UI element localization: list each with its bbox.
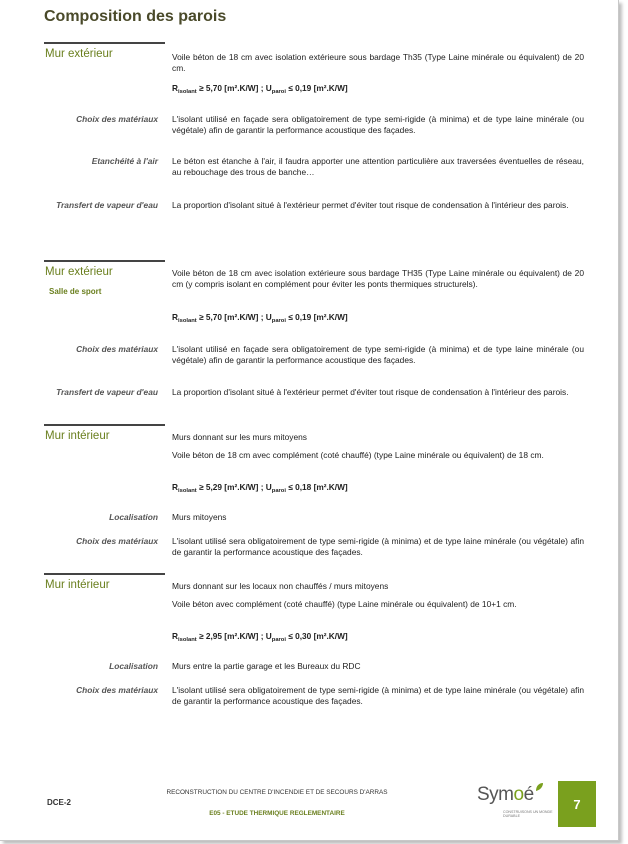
section-description: Voile béton de 18 cm avec isolation extérieure sous bardage Th35 (Type Laine minérale ou équivalent) de 20 cm. [172,52,584,74]
section-divider [44,260,165,262]
logo-tagline: CONSTRUISONS UN MONDE DURABLE [503,810,553,819]
section-title: Mur intérieur [45,430,110,442]
section-title: Mur extérieur [45,266,113,278]
leaf-icon [534,782,544,792]
row-text-choix-materiaux: L'isolant utilisé sera obligatoirement de type semi-rigide (à minima) et de type laine minérale (ou végétale) afin de garantir la performance acoustique des façades. [172,685,584,707]
row-label-choix-materiaux: Choix des matériaux [76,114,158,124]
thermal-resistance-formula: $R_{isolant} \ge 5,29$ [m².K/W] ; $U_{paroi} \le 0,18$ [m².K/W] [172,482,348,494]
section-divider [44,424,165,426]
section-divider [44,42,165,44]
row-label-choix-materiaux: Choix des matériaux [76,344,158,354]
study-name: E05 - ETUDE THERMIQUE REGLEMENTAIRE [209,810,345,817]
row-text-choix-materiaux: L'isolant utilisé sera obligatoirement de type semi-rigide (à minima) et de type laine minérale (ou végétale) afin de garantir la performance acoustique des façades. [172,536,584,558]
row-text-transfert-vapeur: La proportion d'isolant situé à l'extérieur permet d'éviter tout risque de condensation à l'intérieur des parois. [172,200,569,210]
row-label-localisation: Localisation [109,512,158,522]
section-title: Mur extérieur [45,48,113,60]
section-description: Voile béton de 18 cm avec isolation extérieure sous bardage TH35 (Type Laine minérale ou équivalent) de 20 cm (y compris isolant en complément pour éviter les ponts thermiques structurels). [172,268,584,290]
project-name: RECONSTRUCTION DU CENTRE D'INCENDIE ET DE SECOURS D'ARRAS [166,789,388,796]
thermal-resistance-formula: $R_{isolant} \ge 2,95$ [m².K/W] ; $U_{paroi} \le 0,30$ [m².K/W] [172,631,348,643]
section-description: Voile béton avec complément (coté chauffé) (type Laine minérale ou équivalent) de 10+1 cm. [172,599,517,609]
section-title: Mur intérieur [45,579,110,591]
document-code: DCE-2 [47,798,72,807]
row-text-localisation: Murs entre la partie garage et les Bureaux du RDC [172,661,361,671]
section-subtitle: Salle de sport [49,287,102,296]
thermal-resistance-formula: $R_{isolant} \ge 5,70$ [m².K/W] ; $U_{paroi} \le 0,19$ [m².K/W] [172,83,348,95]
row-label-localisation: Localisation [109,661,158,671]
symoe-logo [477,784,557,824]
row-text-choix-materiaux: L'isolant utilisé en façade sera obligatoirement de type semi-rigide (à minima) et de type laine minérale (ou végétale) afin de garantir la performance acoustique des façades. [172,114,584,136]
row-text-transfert-vapeur: La proportion d'isolant situé à l'extérieur permet d'éviter tout risque de condensation à l'intérieur des parois. [172,387,569,397]
logo-wordmark: Symoé [477,784,534,805]
row-label-etancheite-air: Etanchéité à l'air [91,156,158,166]
section-description: Voile béton de 18 cm avec complément (coté chauffé) (type Laine minérale ou équivalent) de 18 cm. [172,450,544,460]
row-text-localisation: Murs mitoyens [172,512,227,522]
section-description-intro: Murs donnant sur les locaux non chauffés / murs mitoyens [172,581,389,591]
row-label-choix-materiaux: Choix des matériaux [76,536,158,546]
page-number: 7 [558,781,596,827]
row-label-transfert-vapeur: Transfert de vapeur d'eau [56,200,158,210]
thermal-resistance-formula: $R_{isolant} \ge 5,70$ [m².K/W] ; $U_{paroi} \le 0,19$ [m².K/W] [172,312,348,324]
row-label-choix-materiaux: Choix des matériaux [76,685,158,695]
section-description-intro: Murs donnant sur les murs mitoyens [172,432,307,442]
section-divider [44,573,165,575]
row-label-transfert-vapeur: Transfert de vapeur d'eau [56,387,158,397]
row-text-choix-materiaux: L'isolant utilisé en façade sera obligatoirement de type semi-rigide (à minima) et de type laine minérale (ou végétale) afin de garantir la performance acoustique des façades. [172,344,584,366]
page-title: Composition des parois [44,8,227,25]
row-text-etancheite-air: Le béton est étanche à l'air, il faudra apporter une attention particulière aux traversées éventuelles de réseau, au rebouchage des trous de banche… [172,156,584,178]
